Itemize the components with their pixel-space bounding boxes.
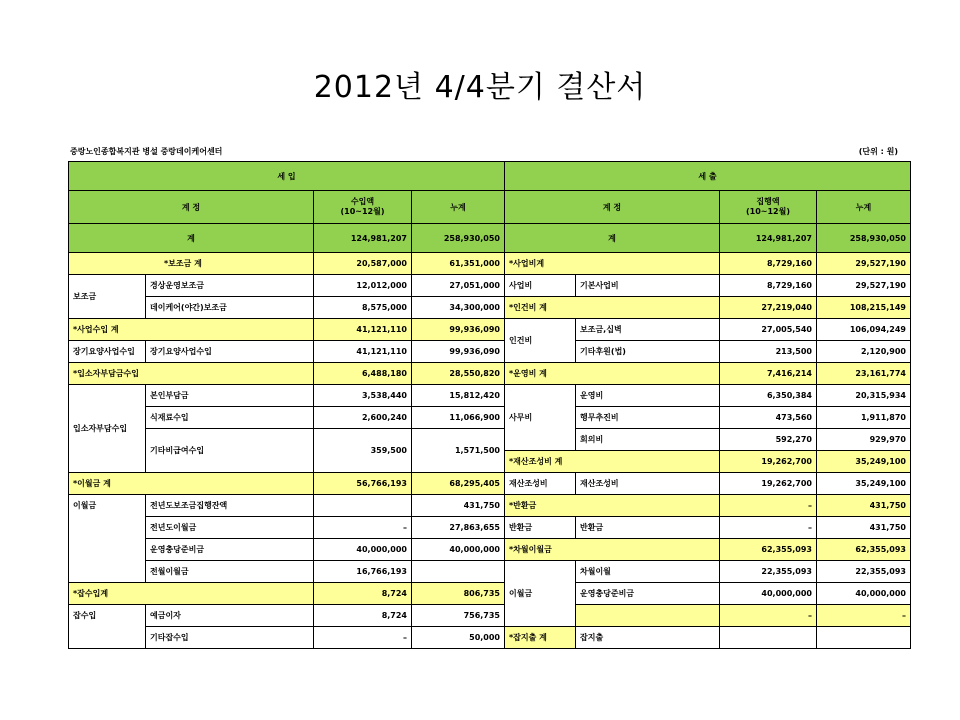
item-cell: 운영비 [576, 385, 720, 407]
subtotal-label: *사업비계 [505, 253, 720, 275]
cumulative-cell: 27,863,655 [412, 517, 505, 539]
subtotal-label: *이월금 계 [69, 473, 314, 495]
cumulative-cell: 108,215,149 [817, 297, 911, 319]
cumulative-cell: 431,750 [412, 495, 505, 517]
item-cell: 식재료수입 [146, 407, 314, 429]
amount-cell: 8,729,160 [720, 253, 817, 275]
page-title: 2012년 4/4분기 결산서 [313, 70, 647, 105]
amount-cell: 27,219,040 [720, 297, 817, 319]
item-cell: 기타잡수입 [146, 627, 314, 649]
amount-cell [314, 495, 412, 517]
subtotal-label: *차월이월금 [505, 539, 720, 561]
item-cell: 전월이월금 [146, 561, 314, 583]
cumulative-cell: 28,550,820 [412, 363, 505, 385]
cumulative-cell: 35,249,100 [817, 451, 911, 473]
table-row [69, 627, 911, 649]
cumulative-cell: 62,355,093 [817, 539, 911, 561]
cumulative-cell: 29,527,190 [817, 275, 911, 297]
settlement-table [68, 161, 911, 649]
income-amount-header-line1: 수입액 [350, 197, 375, 206]
table-row [69, 319, 911, 341]
amount-cell: 6,350,384 [720, 385, 817, 407]
item-cell: 전년도이월금 [146, 517, 314, 539]
expense-amount-header-line1: 집행액 [756, 197, 780, 206]
cumulative-cell: 1,571,500 [412, 429, 505, 473]
category-cell: 잡수입 [69, 605, 146, 649]
cumulative-cell: 35,249,100 [817, 473, 911, 495]
amount-cell: 3,538,440 [314, 385, 412, 407]
cumulative-cell: 106,094,249 [817, 319, 911, 341]
expense-total-amount: 124,981,207 [720, 224, 817, 253]
expense-amount-header [720, 191, 817, 224]
item-cell: 차월이월 [576, 561, 720, 583]
amount-cell: – [720, 495, 817, 517]
income-section-header: 세 입 [69, 162, 505, 191]
item-cell: 운영충당준비금 [146, 539, 314, 561]
table-row [69, 341, 911, 363]
table-row [69, 583, 911, 605]
cumulative-cell: 2,120,900 [817, 341, 911, 363]
amount-cell: 16,766,193 [314, 561, 412, 583]
table-row [69, 429, 911, 451]
item-cell: 회의비 [576, 429, 720, 451]
item-cell: 반환금 [576, 517, 720, 539]
subtotal-label: *인건비 계 [505, 297, 720, 319]
income-cumulative-header: 누계 [412, 191, 505, 224]
header-row-sections [69, 162, 911, 191]
amount-cell: – [720, 605, 817, 627]
amount-cell: 8,575,000 [314, 297, 412, 319]
item-cell: 보조금,십벽 [576, 319, 720, 341]
cumulative-cell: 15,812,420 [412, 385, 505, 407]
amount-cell: – [720, 517, 817, 539]
income-total-cumulative: 258,930,050 [412, 224, 505, 253]
income-amount-header-line2: (10~12월) [340, 207, 385, 216]
table-row [69, 385, 911, 407]
expense-amount-header-line2: (10~12월) [745, 207, 790, 216]
table-row [69, 495, 911, 517]
income-total-amount: 124,981,207 [314, 224, 412, 253]
cumulative-cell: 99,936,090 [412, 341, 505, 363]
unit-label: (단위 : 원) [858, 147, 898, 156]
table-row [69, 561, 911, 583]
organization-name: 중랑노인종합복지관 병설 중랑데이케어센터 [70, 147, 223, 156]
cumulative-cell: 22,355,093 [817, 561, 911, 583]
cumulative-cell: 50,000 [412, 627, 505, 649]
cumulative-cell: 20,315,934 [817, 385, 911, 407]
amount-cell: 8,724 [314, 605, 412, 627]
item-cell: 행무추진비 [576, 407, 720, 429]
income-total-label: 계 [69, 224, 314, 253]
cumulative-cell: 431,750 [817, 495, 911, 517]
item-cell: 운영충당준비금 [576, 583, 720, 605]
category-cell: 재산조성비 [505, 473, 576, 495]
cumulative-cell: 27,051,000 [412, 275, 505, 297]
cumulative-cell: 34,300,000 [412, 297, 505, 319]
category-cell: 이월금 [69, 495, 146, 583]
cumulative-cell: 756,735 [412, 605, 505, 627]
cumulative-cell: 806,735 [412, 583, 505, 605]
item-cell: 예금이자 [146, 605, 314, 627]
amount-cell: – [314, 627, 412, 649]
amount-cell: 7,416,214 [720, 363, 817, 385]
amount-cell: 19,262,700 [720, 451, 817, 473]
amount-cell: 12,012,000 [314, 275, 412, 297]
cumulative-cell: 431,750 [817, 517, 911, 539]
table-row [69, 297, 911, 319]
amount-cell: 41,121,110 [314, 341, 412, 363]
amount-cell: 27,005,540 [720, 319, 817, 341]
cumulative-cell: 40,000,000 [817, 583, 911, 605]
expense-total-label: 계 [505, 224, 720, 253]
subtotal-label: *사업수입 계 [69, 319, 314, 341]
category-cell: 장기요양사업수입 [69, 341, 146, 363]
item-cell: 경상운영보조금 [146, 275, 314, 297]
cumulative-cell: 61,351,000 [412, 253, 505, 275]
cumulative-cell: 1,911,870 [817, 407, 911, 429]
category-cell: 입소자부담수입 [69, 385, 146, 473]
item-cell: 장기요양사업수입 [146, 341, 314, 363]
table-row [69, 517, 911, 539]
subtotal-label: *운영비 계 [505, 363, 720, 385]
amount-cell [720, 627, 817, 649]
amount-cell: 40,000,000 [314, 539, 412, 561]
amount-cell: 2,600,240 [314, 407, 412, 429]
amount-cell: – [314, 517, 412, 539]
amount-cell: 19,262,700 [720, 473, 817, 495]
cumulative-cell: 11,066,900 [412, 407, 505, 429]
item-cell: 본인부담금 [146, 385, 314, 407]
expense-item-header: 계 정 [505, 191, 720, 224]
cumulative-cell: 68,295,405 [412, 473, 505, 495]
subtotal-label: *반환금 [505, 495, 720, 517]
table-row [69, 407, 911, 429]
table-row [69, 539, 911, 561]
cumulative-cell [412, 561, 505, 583]
total-row [69, 224, 911, 253]
subtotal-label: *보조금 계 [69, 253, 314, 275]
cumulative-cell: – [817, 605, 911, 627]
item-cell [576, 605, 720, 627]
cumulative-cell: 40,000,000 [412, 539, 505, 561]
amount-cell: 20,587,000 [314, 253, 412, 275]
item-cell: 잡지출 [576, 627, 720, 649]
subtotal-label: *재산조성비 계 [505, 451, 720, 473]
item-cell: 전년도보조금집행잔액 [146, 495, 314, 517]
amount-cell: 62,355,093 [720, 539, 817, 561]
category-cell: 이월금 [505, 561, 576, 627]
cumulative-cell: 99,936,090 [412, 319, 505, 341]
table-row [69, 275, 911, 297]
category-cell: 인건비 [505, 319, 576, 363]
subtotal-label: *입소자부담금수입 [69, 363, 314, 385]
category-cell: 사업비 [505, 275, 576, 297]
item-cell: 기타후원(법) [576, 341, 720, 363]
cumulative-cell: 23,161,774 [817, 363, 911, 385]
income-item-header: 계 정 [69, 191, 314, 224]
subtotal-label: *잡지출 계 [505, 627, 576, 649]
amount-cell: 592,270 [720, 429, 817, 451]
category-cell: 반환금 [505, 517, 576, 539]
amount-cell: 56,766,193 [314, 473, 412, 495]
amount-cell: 6,488,180 [314, 363, 412, 385]
amount-cell: 22,355,093 [720, 561, 817, 583]
expense-section-header: 세 출 [505, 162, 911, 191]
income-amount-header [314, 191, 412, 224]
table-row [69, 253, 911, 275]
table-row [69, 605, 911, 627]
header-row-columns [69, 191, 911, 224]
table-row [69, 473, 911, 495]
item-cell: 재산조성비 [576, 473, 720, 495]
cumulative-cell: 929,970 [817, 429, 911, 451]
expense-total-cumulative: 258,930,050 [817, 224, 911, 253]
amount-cell: 41,121,110 [314, 319, 412, 341]
amount-cell: 40,000,000 [720, 583, 817, 605]
item-cell: 기본사업비 [576, 275, 720, 297]
amount-cell: 359,500 [314, 429, 412, 473]
cumulative-cell: 29,527,190 [817, 253, 911, 275]
expense-cumulative-header: 누계 [817, 191, 911, 224]
category-cell: 사무비 [505, 385, 576, 451]
category-cell: 보조금 [69, 275, 146, 319]
amount-cell: 213,500 [720, 341, 817, 363]
subtotal-label: *잡수입계 [69, 583, 314, 605]
amount-cell: 8,729,160 [720, 275, 817, 297]
item-cell: 데이케어(야간)보조금 [146, 297, 314, 319]
amount-cell: 473,560 [720, 407, 817, 429]
table-row [69, 363, 911, 385]
item-cell: 기타비급여수입 [146, 429, 314, 473]
cumulative-cell [817, 627, 911, 649]
amount-cell: 8,724 [314, 583, 412, 605]
